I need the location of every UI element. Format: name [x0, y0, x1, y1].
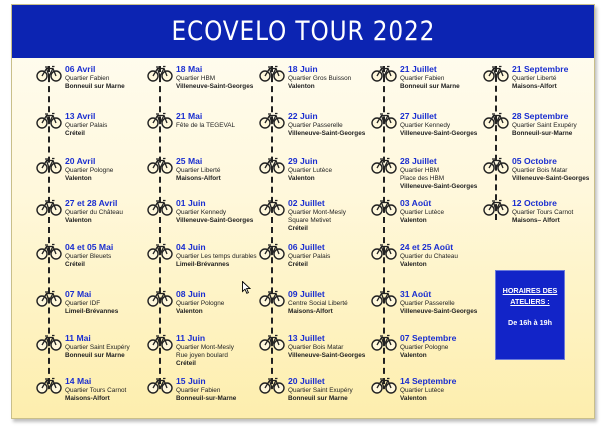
entry-date: 02 Juillet [288, 198, 325, 208]
calendar-poster [11, 4, 595, 419]
entry-city: Maisons-Alfort [512, 83, 557, 90]
entry-city: Créteil [288, 261, 308, 268]
hours-box [495, 270, 565, 360]
entry-city: Valenton [400, 352, 427, 359]
entry-place: Quartier Passerelle [400, 300, 455, 307]
bicycle-icon [259, 198, 285, 216]
entry-place: Quartier Tours Carnot [512, 209, 574, 216]
bicycle-icon [147, 198, 173, 216]
entry-place: Quartier IDF [65, 300, 101, 307]
bicycle-icon [36, 242, 62, 260]
entry-text [512, 198, 595, 225]
entry-text [512, 64, 595, 91]
entry-city: Villeneuve-Saint-Georges [176, 217, 254, 224]
bicycle-icon [483, 64, 509, 82]
entry-date: 09 Juillet [288, 289, 325, 299]
schedule-column [18, 58, 130, 402]
entry-city: Valenton [65, 217, 92, 224]
entry-city: Créteil [65, 130, 85, 137]
entry-date: 25 Mai [176, 156, 203, 166]
entry-place: Centre Social Liberté [288, 300, 348, 307]
entry-place: Quartier Saint Exupéry [65, 344, 130, 351]
entry-place: Quartier Lutèce [400, 387, 445, 394]
entry-place: Quartier Saint Exupéry [512, 122, 577, 129]
bicycle-icon [371, 376, 397, 394]
bicycle-icon [36, 64, 62, 82]
entry-city: Valenton [400, 395, 427, 402]
entry-place: Quartier Liberté [176, 167, 221, 174]
entry-date: 04 et 05 Mai [65, 242, 114, 252]
entry-place: Quartier Les temps durables [176, 253, 257, 260]
timeline-rail [495, 66, 497, 220]
bicycle-icon [147, 156, 173, 174]
entry-place: Quartier Fabien [400, 75, 445, 82]
entry-place: Quartier Passerelle [288, 122, 343, 129]
entry-city: Villeneuve-Saint-Georges [176, 83, 254, 90]
entry-date: 20 Avril [65, 156, 96, 166]
bicycle-icon [483, 198, 509, 216]
entry-city: Maisons-Alfort [176, 175, 221, 182]
entry-date: 21 Juillet [400, 64, 437, 74]
entry-city: Villeneuve-Saint-Georges [400, 130, 478, 137]
title-banner [12, 5, 594, 58]
bicycle-icon [483, 156, 509, 174]
entry-date: 18 Juin [288, 64, 318, 74]
entry-place: Quartier Liberté [512, 75, 557, 82]
bicycle-icon [36, 156, 62, 174]
bicycle-icon [259, 156, 285, 174]
entry-text [512, 111, 595, 138]
entry-place: Quartier Bois Matar [512, 167, 568, 174]
entry-city: Limeil-Brévannes [65, 308, 119, 315]
entry-date: 27 Juillet [400, 111, 437, 121]
bicycle-icon [371, 289, 397, 307]
entry-place: Quartier Tours Carnot [65, 387, 127, 394]
bicycle-icon [147, 64, 173, 82]
entry-place: Quartier HBM [176, 75, 216, 82]
entry-city: Créteil [176, 360, 196, 367]
entry-date: 03 Août [400, 198, 432, 208]
entry-city: Bonneuil sur Marne [65, 83, 125, 90]
bicycle-icon [259, 111, 285, 129]
entry-place: Quartier Mont-Mesly [176, 344, 234, 351]
entry-place: Quartier Pologne [176, 300, 225, 307]
entry-date: 20 Juillet [288, 376, 325, 386]
entry-date: 13 Juillet [288, 333, 325, 343]
entry-city: Maisons-Alfort [65, 395, 110, 402]
bicycle-icon [371, 333, 397, 351]
bicycle-icon [371, 198, 397, 216]
entry-place: Quartier Bois Matar [288, 344, 344, 351]
entry-place: Quartier Palais [65, 122, 108, 129]
bicycle-icon [147, 242, 173, 260]
bicycle-icon [371, 111, 397, 129]
bicycle-icon [147, 289, 173, 307]
entry-date: 08 Juin [176, 289, 206, 299]
entry-date: 29 Juin [288, 156, 318, 166]
entry-city: Villeneuve-Saint-Georges [288, 352, 366, 359]
schedule-column [129, 58, 257, 402]
entry-city: Valenton [288, 83, 315, 90]
bicycle-icon [36, 289, 62, 307]
entry-city: Villeneuve-Saint-Georges [400, 308, 478, 315]
entry-place: Quartier Gros Buisson [288, 75, 352, 82]
entry-date: 01 Juin [176, 198, 206, 208]
entry-place: Quartier Bleuets [65, 253, 112, 260]
bicycle-icon [371, 242, 397, 260]
entry-date: 18 Mai [176, 64, 203, 74]
hours-title-line1: HORAIRES DES [502, 286, 558, 295]
hours-title [496, 285, 564, 307]
entry-city: Valenton [176, 308, 203, 315]
entry-place: Quartier Pologne [400, 344, 449, 351]
bicycle-icon [483, 111, 509, 129]
bicycle-icon [259, 333, 285, 351]
schedule-column [241, 58, 366, 402]
entry-date: 13 Avril [65, 111, 96, 121]
entry-city: Bonneuil sur Marne [400, 83, 460, 90]
entry-date: 07 Mai [65, 289, 92, 299]
bicycle-icon [259, 376, 285, 394]
entry-date: 15 Juin [176, 376, 206, 386]
hours-time: De 16h à 19h [508, 318, 552, 327]
entry-date: 04 Juin [176, 242, 206, 252]
bicycle-icon [36, 333, 62, 351]
entry-city: Valenton [400, 261, 427, 268]
entry-date: 28 Septembre [512, 111, 569, 121]
entry-city: Villeneuve-Saint-Georges [512, 175, 590, 182]
bicycle-icon [36, 111, 62, 129]
entry-place: Quartier Palais [288, 253, 331, 260]
entry-place: Quartier du Chateau [400, 253, 458, 260]
entry-text [512, 156, 595, 183]
entry-date: 14 Mai [65, 376, 92, 386]
entry-date: 28 Juillet [400, 156, 437, 166]
entry-date: 11 Mai [65, 333, 91, 343]
entry-city: Valenton [400, 217, 427, 224]
entry-city: Bonneuil-sur-Marne [512, 130, 573, 137]
entry-place: Quartier Saint Exupéry [288, 387, 353, 394]
poster-title: ECOVELO TOUR 2022 [171, 16, 435, 47]
entry-date: 22 Juin [288, 111, 318, 121]
entry-place: Rue joyen boulard [176, 352, 228, 359]
bicycle-icon [147, 333, 173, 351]
entry-date: 27 et 28 Avril [65, 198, 118, 208]
entry-city: Bonneuil sur Marne [65, 352, 125, 359]
bicycle-icon [259, 242, 285, 260]
entry-date: 21 Mai [176, 111, 203, 121]
entry-date: 31 Août [400, 289, 432, 299]
entry-date: 07 Septembre [400, 333, 457, 343]
entry-city: Bonneuil sur Marne [288, 395, 348, 402]
entry-place: Quartier Mont-Mesly [288, 209, 346, 216]
bicycle-icon [147, 376, 173, 394]
entry-date: 21 Septembre [512, 64, 569, 74]
mouse-cursor-icon [242, 281, 251, 294]
entry-place: Fête de la TEGEVAL [176, 122, 236, 129]
entry-place: Quartier Lutèce [400, 209, 445, 216]
entry-city: Créteil [288, 225, 308, 232]
entry-place: Quartier Fabien [65, 75, 110, 82]
entry-date: 06 Juillet [288, 242, 325, 252]
entry-city: Bonneuil-sur-Marne [176, 395, 237, 402]
entry-place: Quartier Kennedy [400, 122, 451, 129]
entry-place: Quartier Fabien [176, 387, 221, 394]
bicycle-icon [259, 64, 285, 82]
bicycle-icon [371, 156, 397, 174]
entry-city: Valenton [65, 175, 92, 182]
entry-date: 11 Juin [176, 333, 206, 343]
entry-place: Square Metivet [288, 217, 331, 224]
bicycle-icon [259, 289, 285, 307]
entry-city: Maisons-Alfort [288, 308, 333, 315]
entry-date: 06 Avril [65, 64, 96, 74]
entry-place: Quartier Kennedy [176, 209, 227, 216]
bicycle-icon [36, 376, 62, 394]
bicycle-icon [36, 198, 62, 216]
entry-city: Créteil [65, 261, 85, 268]
entry-date: 12 Octobre [512, 198, 557, 208]
entry-city: Valenton [288, 175, 315, 182]
entry-city: Villeneuve-Saint-Georges [288, 130, 366, 137]
entry-place: Place des HBM [400, 175, 445, 182]
bicycle-icon [147, 111, 173, 129]
entry-city: Maisons– Alfort [512, 217, 560, 224]
entry-city: Villeneuve-Saint-Georges [400, 183, 478, 190]
entry-place: Quartier du Château [65, 209, 123, 216]
entry-place: Quartier Lutèce [288, 167, 333, 174]
entry-date: 24 et 25 Août [400, 242, 454, 252]
schedule-column [353, 58, 478, 402]
bicycle-icon [371, 64, 397, 82]
entry-city: Limeil-Brévannes [176, 261, 230, 268]
entry-date: 14 Septembre [400, 376, 457, 386]
entry-place: Quartier Pologne [65, 167, 114, 174]
hours-title-line2: ATELIERS : [510, 297, 550, 306]
entry-place: Quartier HBM [400, 167, 440, 174]
entry-date: 05 Octobre [512, 156, 557, 166]
